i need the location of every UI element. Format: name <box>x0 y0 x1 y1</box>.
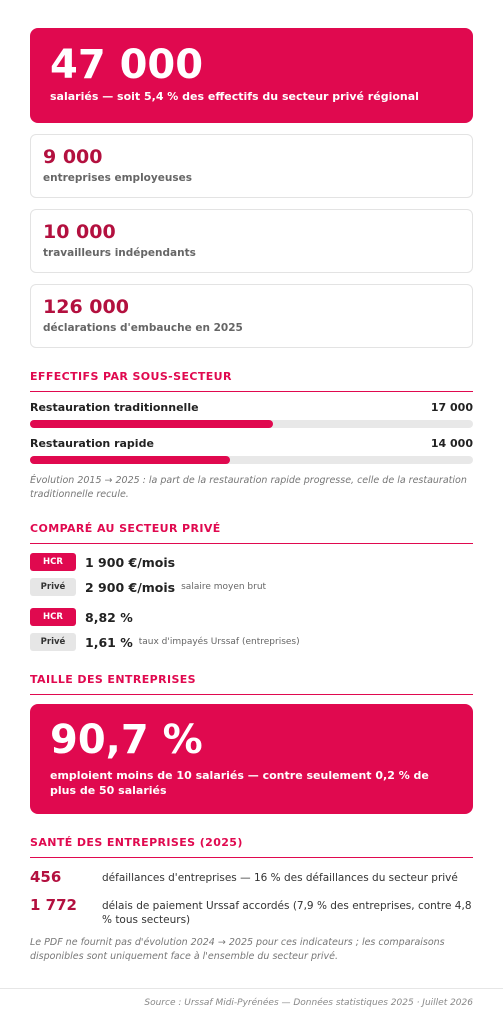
subsector-name: Restauration rapide <box>30 437 154 450</box>
section-title-health: SANTÉ DES ENTREPRISES (2025) <box>30 836 473 858</box>
comparison-row <box>30 608 133 626</box>
footer-divider <box>0 988 503 989</box>
size-hero-card <box>30 704 473 814</box>
comparison-row <box>30 553 175 571</box>
source-footer: Source : Urssaf Midi-Pyrénées — Données statistiques 2025 · Juillet 2026 <box>144 998 473 1008</box>
tag-badge: HCR <box>30 553 76 571</box>
subsector-value: 14 000 <box>430 437 473 450</box>
stat-value: 10 000 <box>43 221 116 243</box>
progress-track <box>30 420 473 428</box>
section-title-size: TAILLE DES ENTREPRISES <box>30 673 473 695</box>
stat-card <box>30 134 473 198</box>
health-value: 1 772 <box>30 896 77 914</box>
comparison-value: 2 900 €/mois <box>85 579 176 595</box>
progress-fill <box>30 456 230 464</box>
health-value: 456 <box>30 868 62 886</box>
subsector-name: Restauration traditionnelle <box>30 401 199 414</box>
comparison-value: 8,82 % <box>85 609 133 625</box>
subsector-value: 17 000 <box>430 401 473 414</box>
health-note: Le PDF ne fournit pas d'évolution 2024 → 2025 pour ces indicateurs ; les comparaisons disponibles sont uniquement face à l'ensemble du secteur privé. <box>30 937 445 962</box>
comparison-row <box>30 578 266 596</box>
tag-badge: HCR <box>30 608 76 626</box>
stat-card <box>30 284 473 348</box>
health-item <box>30 896 473 927</box>
hero-card <box>30 28 473 123</box>
hero-label: salariés — soit 5,4 % des effectifs du secteur privé régional <box>50 90 419 103</box>
comparison-value: 1 900 €/mois <box>85 554 176 570</box>
stat-label: déclarations d'embauche en 2025 <box>43 322 243 334</box>
health-text: délais de paiement Urssaf accordés (7,9 % des entreprises, contre 4,8 % tous secteurs) <box>102 900 472 926</box>
subsector-row <box>30 437 473 464</box>
progress-fill <box>30 420 273 428</box>
comparison-value: 1,61 % <box>85 634 133 650</box>
stat-card <box>30 209 473 273</box>
size-label: emploient moins de 10 salariés — contre seulement 0,2 % de plus de 50 salariés <box>50 769 429 797</box>
subsector-row <box>30 401 473 428</box>
subsector-note: Évolution 2015 → 2025 : la part de la restauration rapide progresse, celle de la restauration traditionnelle recule. <box>30 475 467 500</box>
health-item <box>30 868 473 886</box>
comparison-caption: taux d'impayés Urssaf (entreprises) <box>138 637 300 647</box>
stat-label: entreprises employeuses <box>43 172 192 184</box>
health-text: défaillances d'entreprises — 16 % des défaillances du secteur privé <box>102 872 458 884</box>
stat-value: 126 000 <box>43 296 129 318</box>
stat-label: travailleurs indépendants <box>43 247 196 259</box>
comparison-row <box>30 633 300 651</box>
section-title-comparison: COMPARÉ AU SECTEUR PRIVÉ <box>30 522 473 544</box>
stat-value: 9 000 <box>43 146 103 168</box>
tag-badge: Privé <box>30 578 76 596</box>
hero-value: 47 000 <box>50 42 204 88</box>
comparison-caption: salaire moyen brut <box>181 582 267 592</box>
progress-track <box>30 456 473 464</box>
section-title-subsectors: EFFECTIFS PAR SOUS-SECTEUR <box>30 370 473 392</box>
tag-badge: Privé <box>30 633 76 651</box>
size-value: 90,7 % <box>50 717 203 763</box>
